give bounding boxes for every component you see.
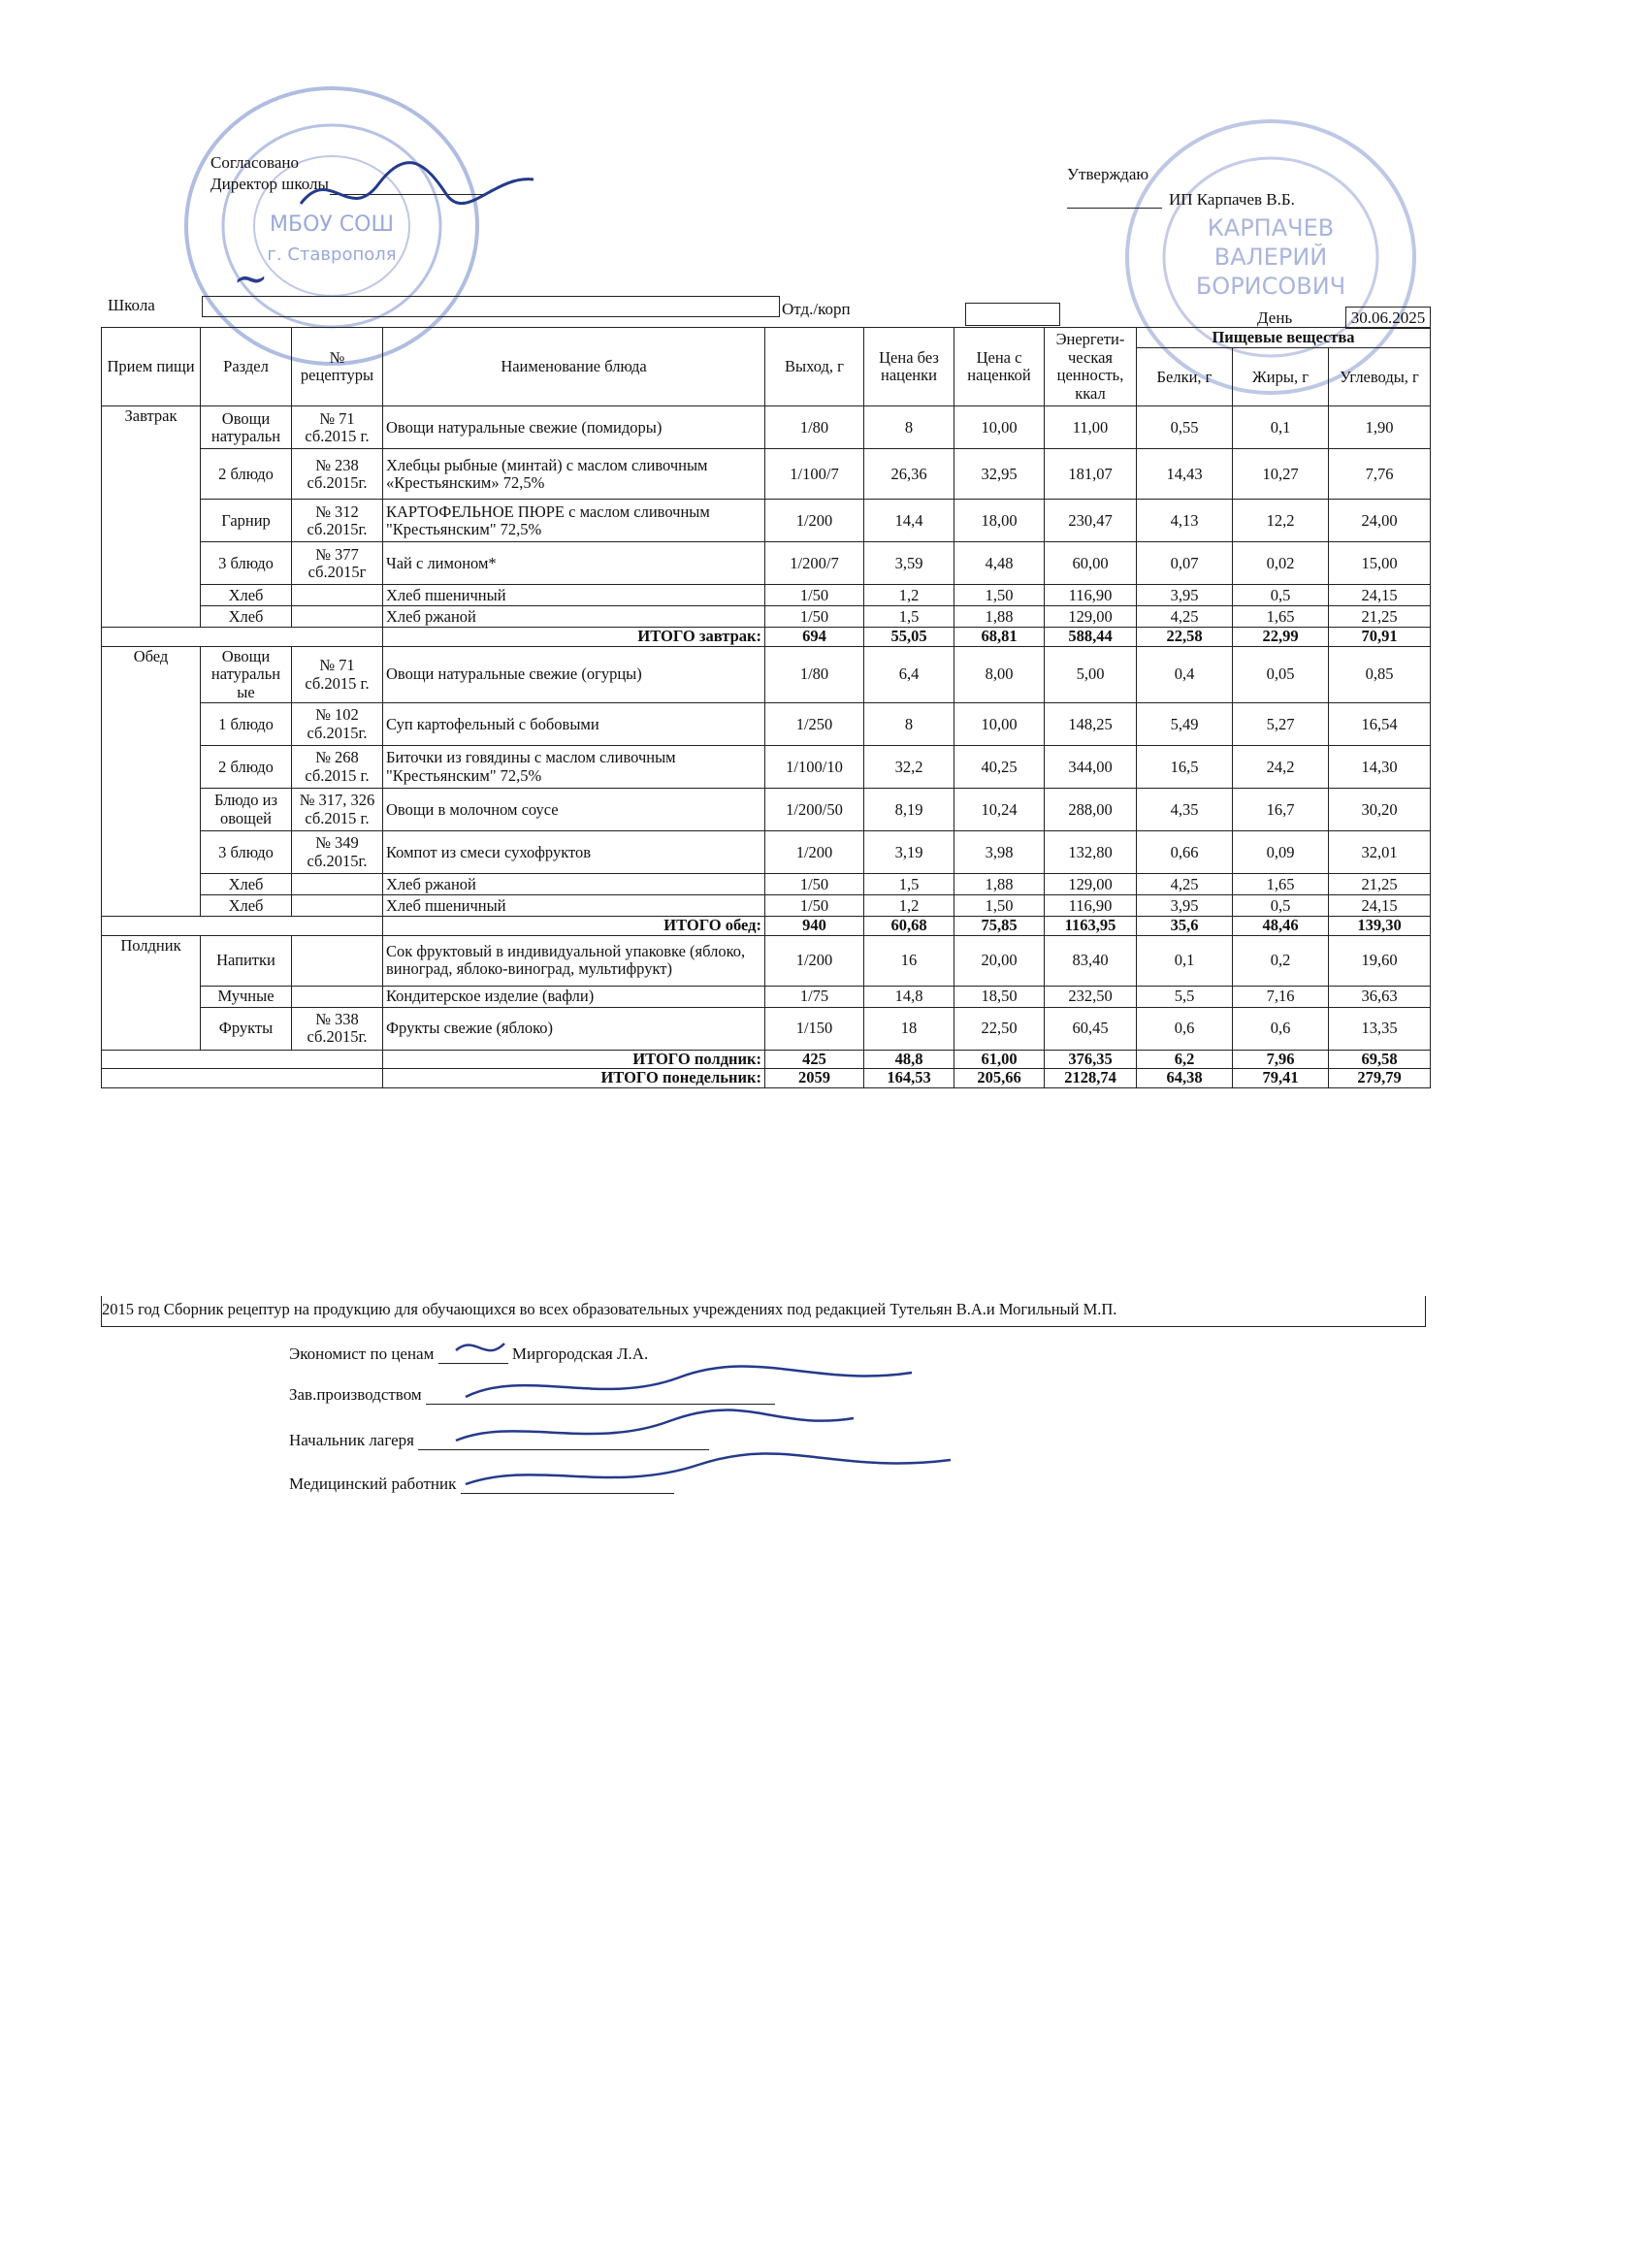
- price-no-cell: 1,5: [864, 874, 954, 895]
- total-carbs: 70,91: [1329, 628, 1431, 646]
- menu-row: [102, 406, 1431, 449]
- protein-cell: 0,66: [1137, 831, 1233, 874]
- fat-cell: 0,05: [1233, 646, 1329, 702]
- day-label: День: [1257, 308, 1293, 327]
- meal-cell: Полдник: [102, 935, 201, 1050]
- dish-cell: Овощи в молочном соусе: [383, 789, 765, 831]
- col-dish: Наименование блюда: [383, 328, 765, 406]
- dish-cell: Хлеб пшеничный: [383, 585, 765, 606]
- recipe-cell: № 268 сб.2015 г.: [292, 746, 383, 789]
- dish-cell: Чай с лимоном*: [383, 542, 765, 585]
- protein-cell: 5,49: [1137, 703, 1233, 746]
- price-no-cell: 32,2: [864, 746, 954, 789]
- section-cell: Хлеб: [201, 606, 292, 628]
- protein-cell: 4,25: [1137, 606, 1233, 628]
- protein-cell: 14,43: [1137, 449, 1233, 500]
- medic-label: Медицинский работник: [289, 1474, 457, 1493]
- carbs-cell: 24,15: [1329, 585, 1431, 606]
- energy-cell: 232,50: [1045, 986, 1137, 1007]
- carbs-cell: 21,25: [1329, 874, 1431, 895]
- yield-cell: 1/80: [765, 406, 864, 449]
- yield-cell: 1/50: [765, 585, 864, 606]
- protein-cell: 4,13: [1137, 500, 1233, 542]
- carbs-cell: 15,00: [1329, 542, 1431, 585]
- carbs-cell: 19,60: [1329, 935, 1431, 986]
- fat-cell: 0,5: [1233, 895, 1329, 917]
- price-no-cell: 14,8: [864, 986, 954, 1007]
- date-field: 30.06.2025: [1345, 307, 1431, 329]
- yield-cell: 1/200: [765, 831, 864, 874]
- price-with-cell: 20,00: [954, 935, 1045, 986]
- svg-text:МБОУ СОШ: МБОУ СОШ: [270, 212, 394, 237]
- col-carbs: Углеводы, г: [1329, 348, 1431, 406]
- section-cell: Гарнир: [201, 500, 292, 542]
- total-protein: 22,58: [1137, 628, 1233, 646]
- price-no-cell: 3,59: [864, 542, 954, 585]
- recipe-cell: № 71 сб.2015 г.: [292, 406, 383, 449]
- meal-cell: Обед: [102, 646, 201, 916]
- recipe-cell: [292, 935, 383, 986]
- protein-cell: 4,25: [1137, 874, 1233, 895]
- menu-row: [102, 500, 1431, 542]
- yield-cell: 1/250: [765, 703, 864, 746]
- energy-cell: 60,45: [1045, 1007, 1137, 1050]
- fat-cell: 5,27: [1233, 703, 1329, 746]
- footnote: 2015 год Сборник рецептур на продукцию для обучающихся во всех образовательных учреждениях под редакцией Тутельян В.А.и Могильный М.П.: [101, 1296, 1426, 1327]
- protein-cell: 0,55: [1137, 406, 1233, 449]
- economist-name: Миргородская Л.А.: [511, 1345, 649, 1363]
- fat-cell: 16,7: [1233, 789, 1329, 831]
- section-cell: 2 блюдо: [201, 746, 292, 789]
- total-energy: 1163,95: [1045, 917, 1137, 935]
- recipe-cell: № 317, 326 сб.2015 г.: [292, 789, 383, 831]
- price-with-cell: 1,50: [954, 585, 1045, 606]
- recipe-cell: № 338 сб.2015г.: [292, 1007, 383, 1050]
- total-price-no: 55,05: [864, 628, 954, 646]
- menu-row: [102, 746, 1431, 789]
- total-row: [102, 628, 1431, 646]
- yield-cell: 1/200/7: [765, 542, 864, 585]
- dish-cell: Овощи натуральные свежие (помидоры): [383, 406, 765, 449]
- energy-cell: 132,80: [1045, 831, 1137, 874]
- energy-cell: 11,00: [1045, 406, 1137, 449]
- total-price-no: 48,8: [864, 1050, 954, 1068]
- price-with-cell: 1,88: [954, 874, 1045, 895]
- carbs-cell: 21,25: [1329, 606, 1431, 628]
- protein-cell: 0,07: [1137, 542, 1233, 585]
- carbs-cell: 13,35: [1329, 1007, 1431, 1050]
- total-empty-cell: [102, 628, 383, 646]
- protein-cell: 0,4: [1137, 646, 1233, 702]
- section-cell: Хлеб: [201, 895, 292, 917]
- col-meal: Прием пищи: [102, 328, 201, 406]
- section-cell: Овощи натуральн ые: [201, 646, 292, 702]
- price-with-cell: 8,00: [954, 646, 1045, 702]
- energy-cell: 116,90: [1045, 895, 1137, 917]
- energy-cell: 116,90: [1045, 585, 1137, 606]
- price-with-cell: 18,00: [954, 500, 1045, 542]
- price-with-cell: 1,88: [954, 606, 1045, 628]
- recipe-cell: № 238 сб.2015г.: [292, 449, 383, 500]
- total-row: [102, 1069, 1431, 1087]
- total-label: ИТОГО обед:: [383, 917, 765, 935]
- total-price-with: 68,81: [954, 628, 1045, 646]
- fat-cell: 7,16: [1233, 986, 1329, 1007]
- price-with-cell: 10,24: [954, 789, 1045, 831]
- recipe-cell: № 102 сб.2015г.: [292, 703, 383, 746]
- carbs-cell: 0,85: [1329, 646, 1431, 702]
- menu-table: [101, 327, 1431, 1088]
- menu-row: [102, 874, 1431, 895]
- total-protein: 35,6: [1137, 917, 1233, 935]
- yield-cell: 1/50: [765, 874, 864, 895]
- dish-cell: Фрукты свежие (яблоко): [383, 1007, 765, 1050]
- menu-row: [102, 703, 1431, 746]
- director-signature: [291, 146, 543, 233]
- total-energy: 376,35: [1045, 1050, 1137, 1068]
- energy-cell: 230,47: [1045, 500, 1137, 542]
- price-no-cell: 1,5: [864, 606, 954, 628]
- price-with-cell: 10,00: [954, 406, 1045, 449]
- protein-cell: 0,6: [1137, 1007, 1233, 1050]
- price-no-cell: 6,4: [864, 646, 954, 702]
- total-price-no: 60,68: [864, 917, 954, 935]
- col-fat: Жиры, г: [1233, 348, 1329, 406]
- yield-cell: 1/75: [765, 986, 864, 1007]
- total-fat: 7,96: [1233, 1050, 1329, 1068]
- carbs-cell: 32,01: [1329, 831, 1431, 874]
- production-label: Зав.производством: [289, 1385, 422, 1404]
- total-empty-cell: [102, 1050, 383, 1068]
- protein-cell: 4,35: [1137, 789, 1233, 831]
- dish-cell: Хлеб пшеничный: [383, 895, 765, 917]
- menu-row: [102, 986, 1431, 1007]
- yield-cell: 1/50: [765, 895, 864, 917]
- recipe-cell: [292, 606, 383, 628]
- dish-cell: Овощи натуральные свежие (огурцы): [383, 646, 765, 702]
- total-carbs: 139,30: [1329, 917, 1431, 935]
- economist-label: Экономист по ценам: [289, 1345, 435, 1363]
- recipe-cell: [292, 874, 383, 895]
- section-cell: Хлеб: [201, 585, 292, 606]
- fat-cell: 0,09: [1233, 831, 1329, 874]
- fat-cell: 24,2: [1233, 746, 1329, 789]
- price-with-cell: 40,25: [954, 746, 1045, 789]
- recipe-cell: № 71 сб.2015 г.: [292, 646, 383, 702]
- total-protein: 64,38: [1137, 1069, 1233, 1087]
- section-cell: Хлеб: [201, 874, 292, 895]
- section-cell: Мучные: [201, 986, 292, 1007]
- total-empty-cell: [102, 917, 383, 935]
- svg-text:КАРПАЧЕВ: КАРПАЧЕВ: [1207, 214, 1335, 242]
- energy-cell: 129,00: [1045, 874, 1137, 895]
- total-row: [102, 1050, 1431, 1068]
- section-cell: Фрукты: [201, 1007, 292, 1050]
- menu-row: [102, 831, 1431, 874]
- meal-cell: Завтрак: [102, 406, 201, 628]
- menu-row: [102, 789, 1431, 831]
- dish-cell: Хлеб ржаной: [383, 874, 765, 895]
- dish-cell: Биточки из говядины с маслом сливочным "Крестьянским" 72,5%: [383, 746, 765, 789]
- price-with-cell: 10,00: [954, 703, 1045, 746]
- total-price-no: 164,53: [864, 1069, 954, 1087]
- price-no-cell: 8: [864, 406, 954, 449]
- carbs-cell: 16,54: [1329, 703, 1431, 746]
- price-no-cell: 1,2: [864, 895, 954, 917]
- agreed-label: Согласовано: [210, 153, 299, 172]
- fat-cell: 10,27: [1233, 449, 1329, 500]
- carbs-cell: 36,63: [1329, 986, 1431, 1007]
- section-cell: 3 блюдо: [201, 542, 292, 585]
- carbs-cell: 14,30: [1329, 746, 1431, 789]
- section-cell: Овощи натуральн: [201, 406, 292, 449]
- col-protein: Белки, г: [1137, 348, 1233, 406]
- menu-row: [102, 646, 1431, 702]
- fat-cell: 0,2: [1233, 935, 1329, 986]
- price-with-cell: 1,50: [954, 895, 1045, 917]
- fat-cell: 1,65: [1233, 606, 1329, 628]
- protein-cell: 5,5: [1137, 986, 1233, 1007]
- total-price-with: 61,00: [954, 1050, 1045, 1068]
- price-no-cell: 8: [864, 703, 954, 746]
- fat-cell: 0,5: [1233, 585, 1329, 606]
- section-cell: 3 блюдо: [201, 831, 292, 874]
- total-price-with: 205,66: [954, 1069, 1045, 1087]
- fat-cell: 1,65: [1233, 874, 1329, 895]
- price-no-cell: 14,4: [864, 500, 954, 542]
- total-protein: 6,2: [1137, 1050, 1233, 1068]
- fat-cell: 12,2: [1233, 500, 1329, 542]
- price-with-cell: 18,50: [954, 986, 1045, 1007]
- col-price-with: Цена с наценкой: [954, 328, 1045, 406]
- yield-cell: 1/80: [765, 646, 864, 702]
- carbs-cell: 30,20: [1329, 789, 1431, 831]
- yield-cell: 1/100/10: [765, 746, 864, 789]
- price-with-cell: 32,95: [954, 449, 1045, 500]
- protein-cell: 0,1: [1137, 935, 1233, 986]
- energy-cell: 129,00: [1045, 606, 1137, 628]
- price-no-cell: 1,2: [864, 585, 954, 606]
- carbs-cell: 24,00: [1329, 500, 1431, 542]
- yield-cell: 1/200: [765, 500, 864, 542]
- dept-field: [965, 303, 1060, 326]
- yield-cell: 1/100/7: [765, 449, 864, 500]
- recipe-cell: [292, 585, 383, 606]
- price-with-cell: 3,98: [954, 831, 1045, 874]
- col-recipe: № рецептуры: [292, 328, 383, 406]
- recipe-cell: [292, 986, 383, 1007]
- total-label: ИТОГО полдник:: [383, 1050, 765, 1068]
- carbs-cell: 24,15: [1329, 895, 1431, 917]
- total-fat: 79,41: [1233, 1069, 1329, 1087]
- energy-cell: 344,00: [1045, 746, 1137, 789]
- menu-row: [102, 1007, 1431, 1050]
- total-carbs: 69,58: [1329, 1050, 1431, 1068]
- camp-label: Начальник лагеря: [289, 1431, 414, 1449]
- energy-cell: 181,07: [1045, 449, 1137, 500]
- price-no-cell: 26,36: [864, 449, 954, 500]
- school-field: [202, 296, 780, 317]
- section-cell: 1 блюдо: [201, 703, 292, 746]
- menu-row: [102, 895, 1431, 917]
- svg-text:БОРИСОВИЧ: БОРИСОВИЧ: [1195, 273, 1346, 300]
- col-yield: Выход, г: [765, 328, 864, 406]
- price-no-cell: 16: [864, 935, 954, 986]
- approve-label: Утверждаю: [1067, 165, 1149, 183]
- dish-cell: Компот из смеси сухофруктов: [383, 831, 765, 874]
- dish-cell: Кондитерское изделие (вафли): [383, 986, 765, 1007]
- dish-cell: Суп картофельный с бобовыми: [383, 703, 765, 746]
- col-price-no: Цена без наценки: [864, 328, 954, 406]
- dish-cell: Сок фруктовый в индивидуальной упаковке (яблоко, виноград, яблоко-виноград, мультифрукт): [383, 935, 765, 986]
- dept-label: Отд./корп: [782, 300, 851, 318]
- protein-cell: 16,5: [1137, 746, 1233, 789]
- menu-row: [102, 585, 1431, 606]
- carbs-cell: 7,76: [1329, 449, 1431, 500]
- yield-cell: 1/150: [765, 1007, 864, 1050]
- school-handwriting: ~: [233, 254, 269, 304]
- dish-cell: КАРТОФЕЛЬНОЕ ПЮРЕ с маслом сливочным "Крестьянским" 72,5%: [383, 500, 765, 542]
- yield-cell: 1/200: [765, 935, 864, 986]
- total-fat: 22,99: [1233, 628, 1329, 646]
- section-cell: Напитки: [201, 935, 292, 986]
- menu-row: [102, 606, 1431, 628]
- energy-cell: 288,00: [1045, 789, 1137, 831]
- menu-row: [102, 449, 1431, 500]
- total-price-with: 75,85: [954, 917, 1045, 935]
- energy-cell: 148,25: [1045, 703, 1137, 746]
- protein-cell: 3,95: [1137, 895, 1233, 917]
- total-carbs: 279,79: [1329, 1069, 1431, 1087]
- total-label: ИТОГО завтрак:: [383, 628, 765, 646]
- col-nutrients: Пищевые вещества: [1137, 328, 1431, 348]
- school-label: Школа: [108, 296, 155, 314]
- price-with-cell: 22,50: [954, 1007, 1045, 1050]
- dish-cell: Хлебцы рыбные (минтай) с маслом сливочным «Крестьянским» 72,5%: [383, 449, 765, 500]
- price-no-cell: 18: [864, 1007, 954, 1050]
- fat-cell: 0,02: [1233, 542, 1329, 585]
- col-section: Раздел: [201, 328, 292, 406]
- yield-cell: 1/200/50: [765, 789, 864, 831]
- recipe-cell: [292, 895, 383, 917]
- fat-cell: 0,1: [1233, 406, 1329, 449]
- director-label: Директор школы: [210, 175, 329, 193]
- svg-text:г. Ставрополя: г. Ставрополя: [267, 244, 397, 265]
- approver-signature-line: [1067, 208, 1162, 209]
- svg-text:ВАЛЕРИЙ: ВАЛЕРИЙ: [1213, 243, 1328, 271]
- fat-cell: 0,6: [1233, 1007, 1329, 1050]
- total-fat: 48,46: [1233, 917, 1329, 935]
- menu-row: [102, 542, 1431, 585]
- total-energy: 588,44: [1045, 628, 1137, 646]
- carbs-cell: 1,90: [1329, 406, 1431, 449]
- handwritten-signatures: [446, 1329, 970, 1504]
- total-empty-cell: [102, 1069, 383, 1087]
- menu-row: [102, 935, 1431, 986]
- total-yield: 2059: [765, 1069, 864, 1087]
- energy-cell: 83,40: [1045, 935, 1137, 986]
- col-energy: Энергети-ческая ценность, ккал: [1045, 328, 1137, 406]
- section-cell: 2 блюдо: [201, 449, 292, 500]
- total-row: [102, 917, 1431, 935]
- section-cell: Блюдо из овощей: [201, 789, 292, 831]
- total-yield: 425: [765, 1050, 864, 1068]
- total-yield: 694: [765, 628, 864, 646]
- total-yield: 940: [765, 917, 864, 935]
- energy-cell: 60,00: [1045, 542, 1137, 585]
- price-no-cell: 3,19: [864, 831, 954, 874]
- yield-cell: 1/50: [765, 606, 864, 628]
- total-label: ИТОГО понедельник:: [383, 1069, 765, 1087]
- recipe-cell: № 312 сб.2015г.: [292, 500, 383, 542]
- total-energy: 2128,74: [1045, 1069, 1137, 1087]
- price-with-cell: 4,48: [954, 542, 1045, 585]
- price-no-cell: 8,19: [864, 789, 954, 831]
- protein-cell: 3,95: [1137, 585, 1233, 606]
- approver-name: ИП Карпачев В.Б.: [1169, 190, 1295, 209]
- energy-cell: 5,00: [1045, 646, 1137, 702]
- recipe-cell: № 349 сб.2015г.: [292, 831, 383, 874]
- recipe-cell: № 377 сб.2015г: [292, 542, 383, 585]
- dish-cell: Хлеб ржаной: [383, 606, 765, 628]
